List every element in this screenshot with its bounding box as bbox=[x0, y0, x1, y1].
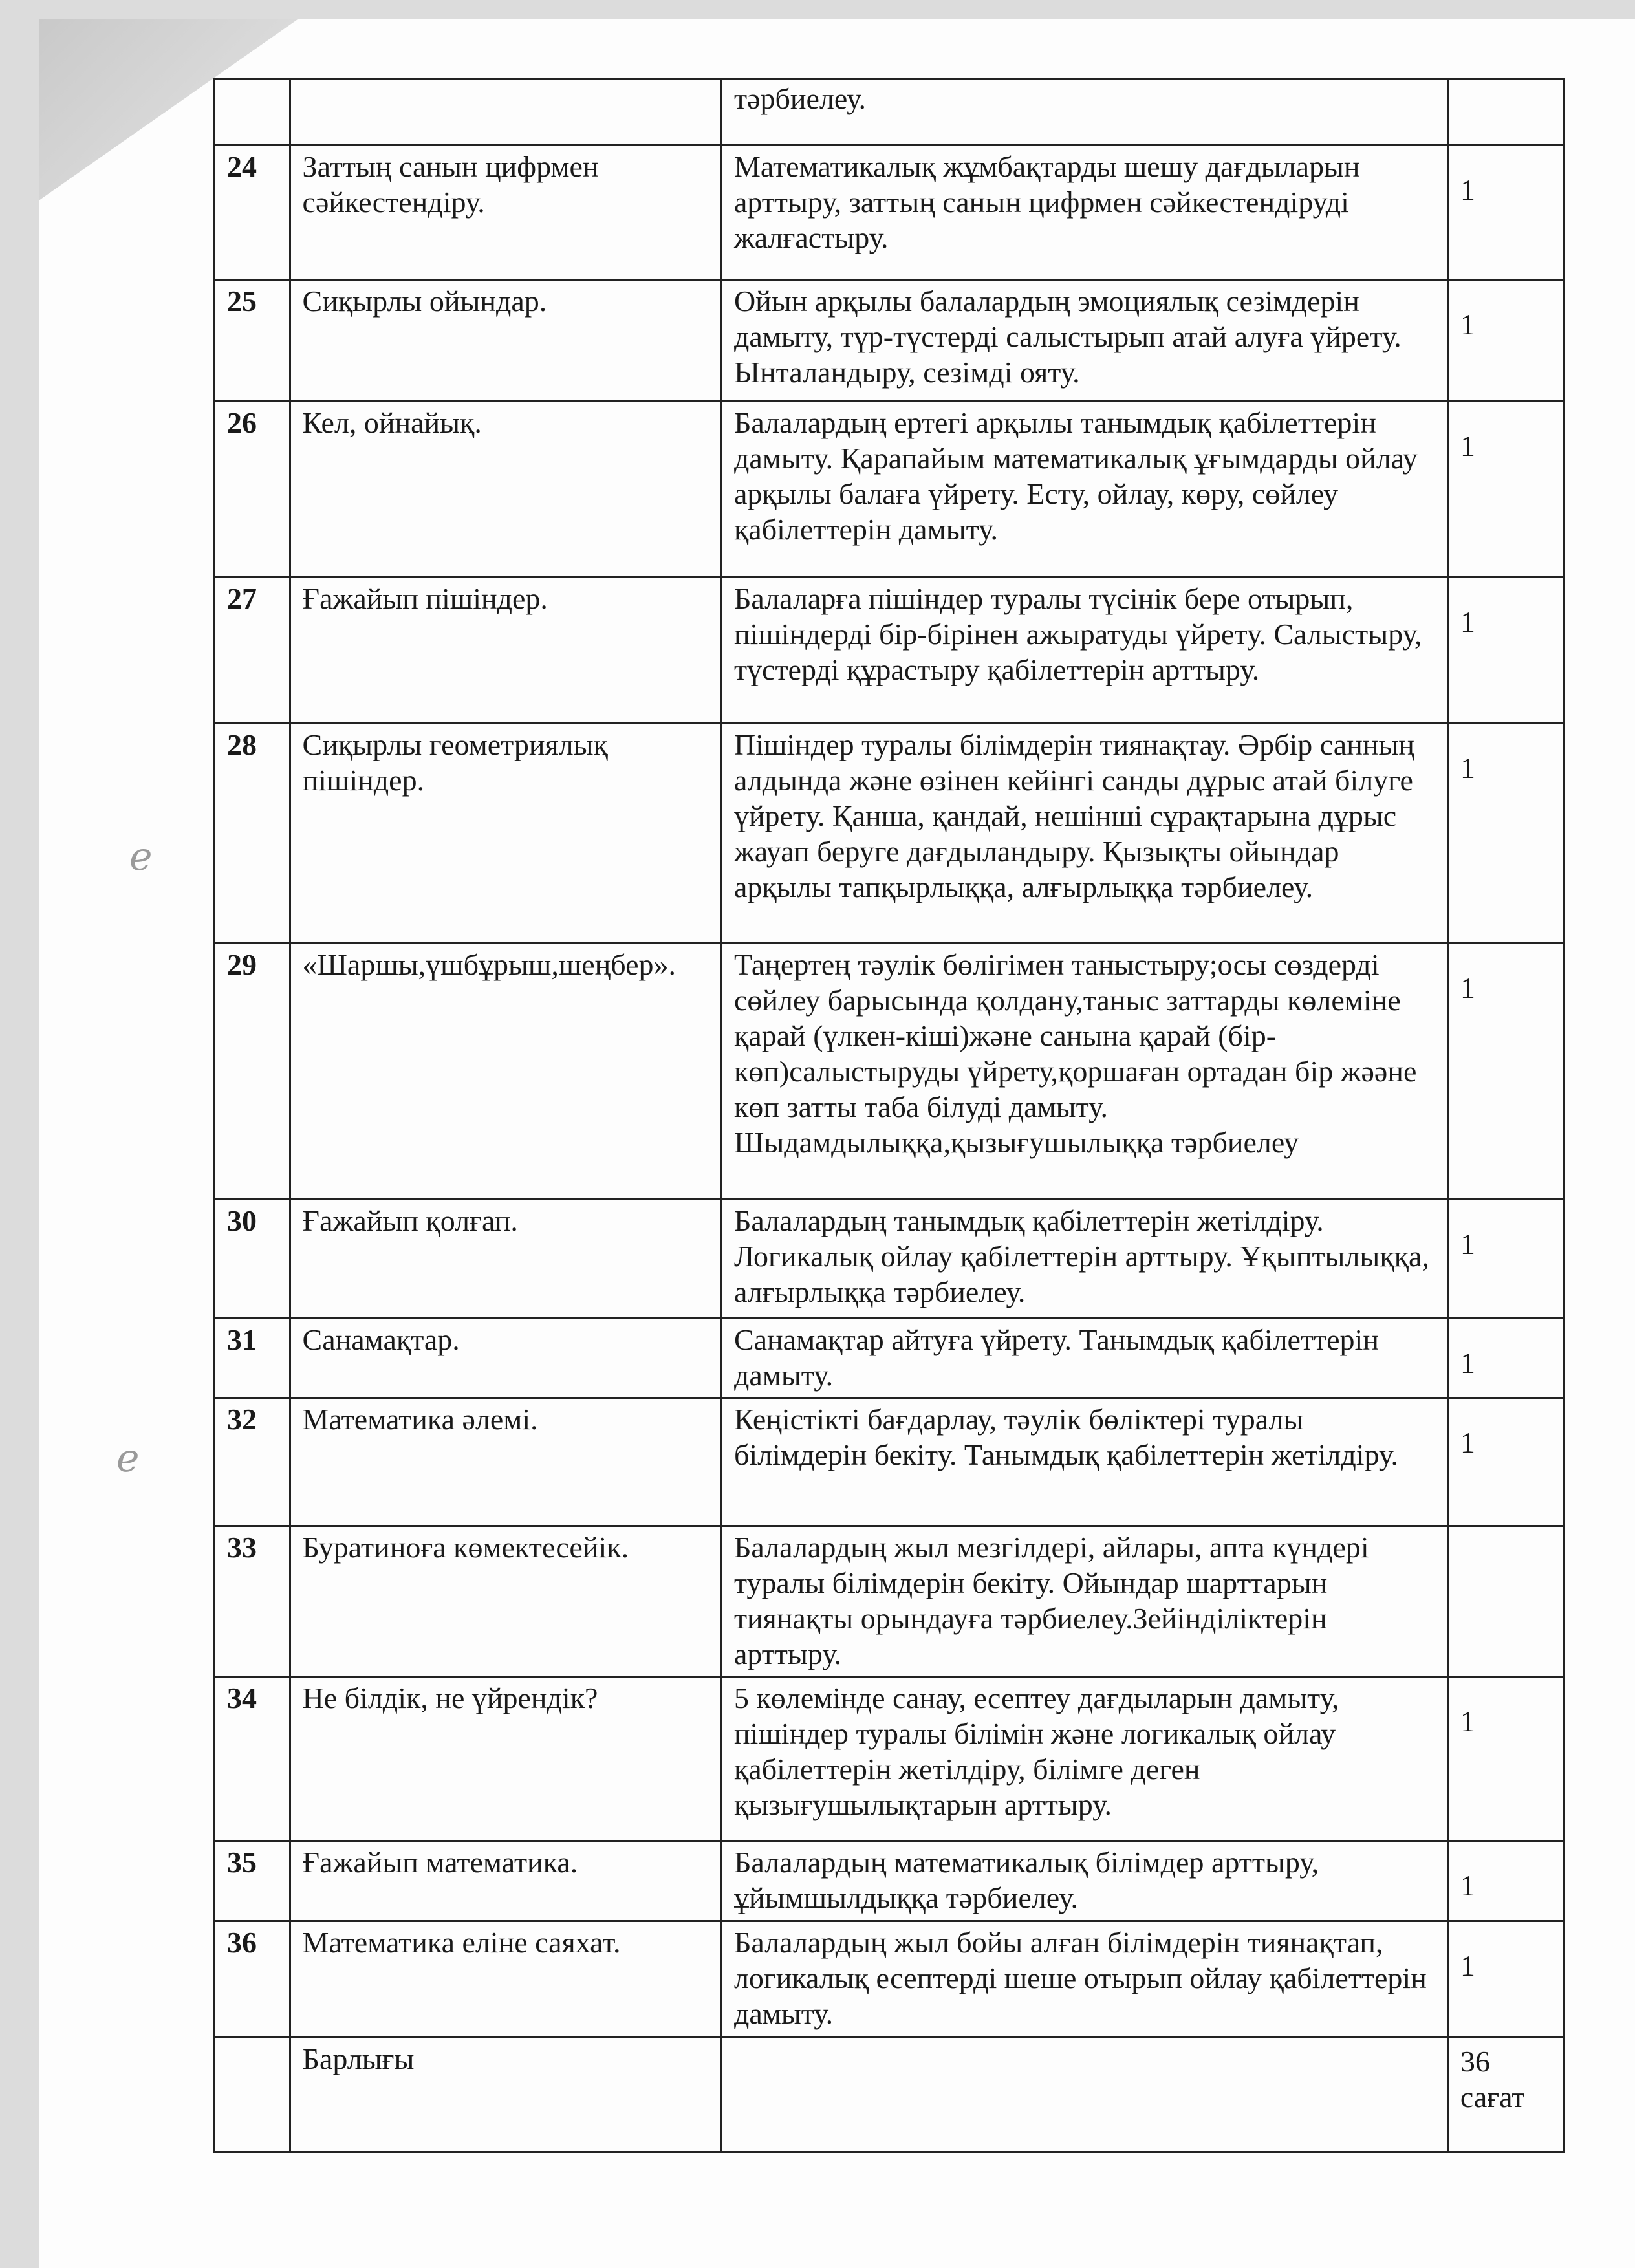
total-number bbox=[215, 2038, 290, 2152]
lesson-number: 28 bbox=[215, 724, 290, 944]
lesson-topic: Математика еліне саяхат. bbox=[290, 1921, 721, 2038]
lesson-description: Балалардың математикалық білімдер арттыру, ұйымшылдыққа тәрбиелеу. bbox=[721, 1841, 1447, 1921]
lesson-topic: Ғажайып математика. bbox=[290, 1841, 721, 1921]
curriculum-table-body bbox=[215, 79, 1565, 2152]
table-row bbox=[215, 1841, 1565, 1921]
lesson-description: Пішіндер туралы білімдерін тиянақтау. Әрбір санның алдында және өзінен кейінгі санды дұрыс атай білуге үйрету. Қанша, қандай, нешінші сұрақтарына дұрыс жауап беруге дағдыландыру. Қызықты ойындар арқылы тапқырлыққа, алғырлыққа тәрбиелеу. bbox=[721, 724, 1447, 944]
table-row bbox=[215, 1200, 1565, 1319]
lesson-hours: 1 bbox=[1447, 402, 1564, 578]
lesson-number: 24 bbox=[215, 146, 290, 280]
lesson-topic: Буратиноға көмектесейік. bbox=[290, 1526, 721, 1677]
lesson-hours: 1 bbox=[1447, 1677, 1564, 1841]
lesson-description: Балалардың жыл бойы алған білімдерін тиянақтап, логикалық есептерді шеше отырып ойлау қабілеттерін дамыту. bbox=[721, 1921, 1447, 2038]
lesson-description: Балалардың танымдық қабілеттерін жетілдіру. Логикалық ойлау қабілеттерін арттыру. Ұқыптылыққа, алғырлыққа тәрбиелеу. bbox=[721, 1200, 1447, 1319]
lesson-number: 31 bbox=[215, 1319, 290, 1398]
lesson-topic: Сиқырлы ойындар. bbox=[290, 280, 721, 402]
lesson-topic: Кел, ойнайық. bbox=[290, 402, 721, 578]
lesson-hours: 1 bbox=[1447, 1921, 1564, 2038]
lesson-description: Балалардың жыл мезгілдері, айлары, апта күндері туралы білімдерін бекіту. Ойындар шарттарын тиянақты орындауға тәрбиелеу.Зейінділіктерін арттыру. bbox=[721, 1526, 1447, 1677]
lesson-hours bbox=[1447, 1526, 1564, 1677]
lesson-topic: Математика әлемі. bbox=[290, 1398, 721, 1526]
lesson-hours bbox=[1447, 79, 1564, 146]
lesson-number: 29 bbox=[215, 944, 290, 1200]
table-row bbox=[215, 1319, 1565, 1398]
lesson-description: Математикалық жұмбақтарды шешу дағдыларын арттыру, заттың санын цифрмен сәйкестендіруді жалғастыру. bbox=[721, 146, 1447, 280]
lesson-topic: Ғажайып пішіндер. bbox=[290, 578, 721, 724]
lesson-topic: Не білдік, не үйрендік? bbox=[290, 1677, 721, 1841]
lesson-description: Кеңістікті бағдарлау, тәулік бөліктері туралы білімдерін бекіту. Танымдық қабілеттерін жетілдіру. bbox=[721, 1398, 1447, 1526]
lesson-hours: 1 bbox=[1447, 944, 1564, 1200]
lesson-hours: 1 bbox=[1447, 280, 1564, 402]
lesson-number: 33 bbox=[215, 1526, 290, 1677]
lesson-description: Таңертең тәулік бөлігімен таныстыру;осы сөздерді сөйлеу барысында қолдану,таныс заттарды көлеміне қарай (үлкен-кіші)және санына қарай (бір-көп)салыстыруды үйрету,қоршаған ортадан бір жәәне көп затты таба білуді дамыту. Шыдамдылыққа,қызығушылыққа тәрбиелеу bbox=[721, 944, 1447, 1200]
lesson-hours: 1 bbox=[1447, 146, 1564, 280]
lesson-number bbox=[215, 79, 290, 146]
table-row bbox=[215, 578, 1565, 724]
lesson-number: 36 bbox=[215, 1921, 290, 2038]
lesson-number: 32 bbox=[215, 1398, 290, 1526]
lesson-description: Санамақтар айтуға үйрету. Танымдық қабілеттерін дамыту. bbox=[721, 1319, 1447, 1398]
table-row bbox=[215, 944, 1565, 1200]
lesson-topic: Сиқырлы геометриялық пішіндер. bbox=[290, 724, 721, 944]
lesson-number: 27 bbox=[215, 578, 290, 724]
total-hours: 36 сағат bbox=[1447, 2038, 1564, 2152]
lesson-topic bbox=[290, 79, 721, 146]
lesson-hours: 1 bbox=[1447, 1398, 1564, 1526]
lesson-number: 26 bbox=[215, 402, 290, 578]
lesson-topic: Заттың санын цифрмен сәйкестендіру. bbox=[290, 146, 721, 280]
lesson-description: Балалардың ертегі арқылы танымдық қабілеттерін дамыту. Қарапайым математикалық ұғымдарды ойлау арқылы балаға үйрету. Есту, ойлау, көру, сөйлеу қабілеттерін дамыту. bbox=[721, 402, 1447, 578]
table-row-continued bbox=[215, 79, 1565, 146]
lesson-description: 5 көлемінде санау, есептеу дағдыларын дамыту, пішіндер туралы білімін және логикалық ойлау қабілеттерін жетілдіру, білімге деген қызығушылықтарын арттыру. bbox=[721, 1677, 1447, 1841]
lesson-number: 35 bbox=[215, 1841, 290, 1921]
lesson-hours: 1 bbox=[1447, 1200, 1564, 1319]
lesson-topic: Санамақтар. bbox=[290, 1319, 721, 1398]
lesson-description: тәрбиелеу. bbox=[721, 79, 1447, 146]
binding-mark-icon: ℯ bbox=[129, 834, 153, 880]
lesson-hours: 1 bbox=[1447, 1841, 1564, 1921]
curriculum-table bbox=[213, 78, 1565, 2153]
table-row bbox=[215, 1677, 1565, 1841]
binding-mark-icon: ℯ bbox=[116, 1436, 140, 1481]
lesson-topic: «Шаршы,үшбұрыш,шеңбер». bbox=[290, 944, 721, 1200]
lesson-hours: 1 bbox=[1447, 578, 1564, 724]
table-row-total bbox=[215, 2038, 1565, 2152]
lesson-description: Ойын арқылы балалардың эмоциялық сезімдерін дамыту, түр-түстерді салыстырып атай алуға үйрету. Ынталандыру, сезімді ояту. bbox=[721, 280, 1447, 402]
table-row bbox=[215, 280, 1565, 402]
lesson-topic: Ғажайып қолғап. bbox=[290, 1200, 721, 1319]
table-row bbox=[215, 1921, 1565, 2038]
total-description bbox=[721, 2038, 1447, 2152]
total-label: Барлығы bbox=[290, 2038, 721, 2152]
lesson-number: 25 bbox=[215, 280, 290, 402]
lesson-description: Балаларға пішіндер туралы түсінік бере отырып, пішіндерді бір-бірінен ажыратуды үйрету. Салыстыру, түстерді құрастыру қабілеттерін арттыру. bbox=[721, 578, 1447, 724]
table-row bbox=[215, 146, 1565, 280]
lesson-number: 34 bbox=[215, 1677, 290, 1841]
lesson-hours: 1 bbox=[1447, 1319, 1564, 1398]
table-row bbox=[215, 1526, 1565, 1677]
table-row bbox=[215, 402, 1565, 578]
table-row bbox=[215, 1398, 1565, 1526]
lesson-number: 30 bbox=[215, 1200, 290, 1319]
table-row bbox=[215, 724, 1565, 944]
lesson-hours: 1 bbox=[1447, 724, 1564, 944]
